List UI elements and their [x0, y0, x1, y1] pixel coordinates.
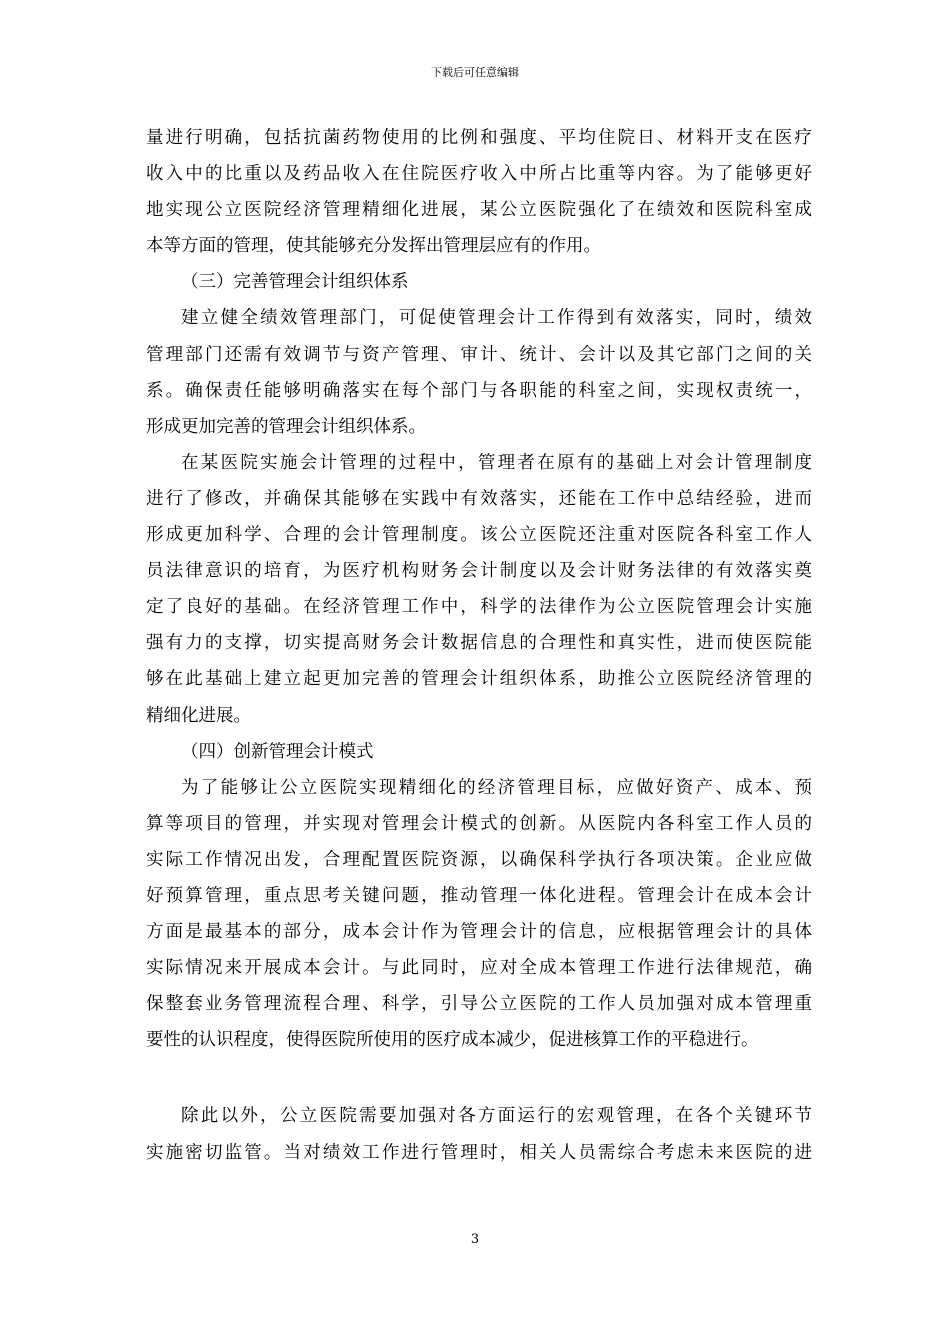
- paragraph-line: 员法律意识的培育，为医疗机构财务会计制度以及会计财务法律的有效落实奠: [146, 561, 812, 582]
- section-heading: （四）创新管理会计模式: [181, 741, 374, 762]
- paragraph-line: 实际工作情况出发，合理配置医院资源，以确保科学执行各项决策。企业应做: [146, 849, 812, 870]
- paragraph-line: 除此以外，公立医院需要加强对各方面运行的宏观管理，在各个关键环节: [181, 1106, 812, 1127]
- paragraph-line: 实施密切监管。当对绩效工作进行管理时，相关人员需综合考虑未来医院的进: [146, 1142, 812, 1163]
- paragraph-line: 建立健全绩效管理部门，可促使管理会计工作得到有效落实，同时，绩效: [181, 308, 812, 329]
- paragraph-line: 管理部门还需有效调节与资产管理、审计、统计、会计以及其它部门之间的关: [146, 344, 812, 365]
- paragraph-line: 精细化进展。: [146, 705, 251, 726]
- document-body: [146, 120, 812, 1171]
- page-number: 3: [470, 1232, 480, 1247]
- paragraph-line: 在某医院实施会计管理的过程中，管理者在原有的基础上对会计管理制度: [181, 452, 812, 473]
- paragraph-line: 强有力的支撑，切实提高财务会计数据信息的合理性和真实性，进而使医院能: [146, 633, 812, 654]
- paragraph-line: 形成更加科学、合理的会计管理制度。该公立医院还注重对医院各科室工作人: [146, 525, 812, 546]
- paragraph-line: 好预算管理，重点思考关键问题，推动管理一体化进程。管理会计在成本会计: [146, 885, 812, 906]
- paragraph-line: 系。确保责任能够明确落实在每个部门与各职能的科室之间，实现权责统一，: [146, 380, 812, 401]
- paragraph-line: 地实现公立医院经济管理精细化进展，某公立医院强化了在绩效和医院科室成: [146, 200, 812, 221]
- paragraph-line: 收入中的比重以及药品收入在住院医疗收入中所占比重等内容。为了能够更好: [146, 164, 812, 185]
- section-heading: （三）完善管理会计组织体系: [181, 272, 409, 293]
- paragraph-line: 够在此基础上建立起更加完善的管理会计组织体系，助推公立医院经济管理的: [146, 669, 812, 690]
- paragraph-line: 形成更加完善的管理会计组织体系。: [146, 416, 426, 437]
- paragraph-line: 方面是最基本的部分，成本会计作为管理会计的信息，应根据管理会计的具体: [146, 922, 812, 943]
- paragraph-line: 进行了修改，并确保其能够在实践中有效落实，还能在工作中总结经验，进而: [146, 488, 812, 509]
- paragraph-line: 保整套业务管理流程合理、科学，引导公立医院的工作人员加强对成本管理重: [146, 994, 812, 1015]
- paragraph-line: 本等方面的管理，使其能够充分发挥出管理层应有的作用。: [146, 236, 601, 257]
- page-header: 下载后可任意编辑: [431, 66, 519, 79]
- paragraph-line: 量进行明确，包括抗菌药物使用的比例和强度、平均住院日、材料开支在医疗: [146, 128, 812, 148]
- paragraph-line: 算等项目的管理，并实现对管理会计模式的创新。从医院内各科室工作人员的: [146, 813, 812, 834]
- paragraph-line: 为了能够让公立医院实现精细化的经济管理目标，应做好资产、成本、预: [181, 777, 812, 798]
- paragraph-line: 实际情况来开展成本会计。与此同时，应对全成本管理工作进行法律规范，确: [146, 958, 812, 979]
- paragraph-line: 要性的认识程度，使得医院所使用的医疗成本减少，促进核算工作的平稳进行。: [146, 1030, 759, 1051]
- paragraph-line: 定了良好的基础。在经济管理工作中，科学的法律作为公立医院管理会计实施: [146, 597, 812, 618]
- paragraph-gap: [146, 1058, 812, 1098]
